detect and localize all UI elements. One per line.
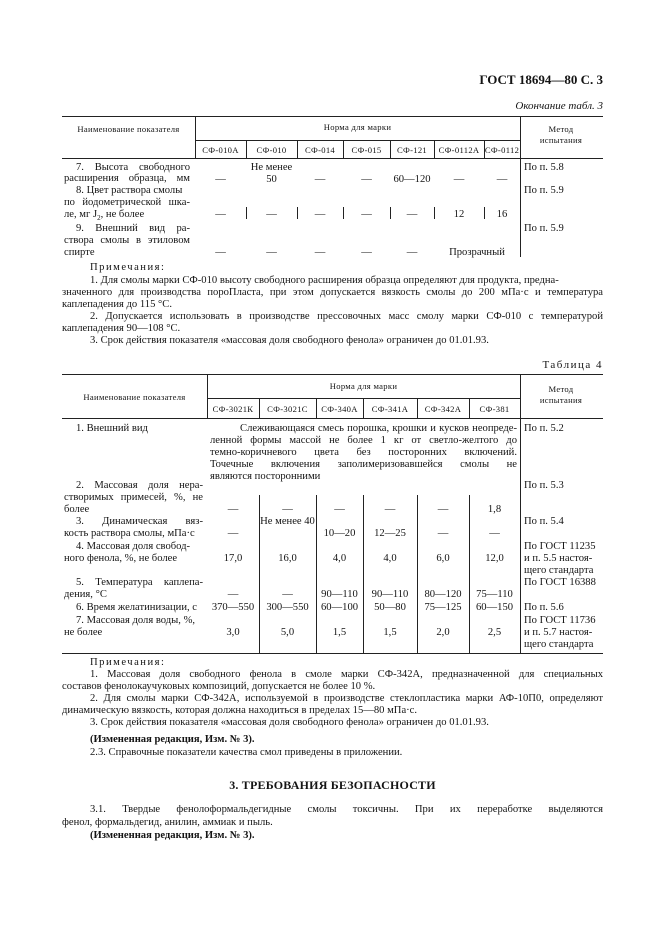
table-cell: 80—120	[424, 589, 462, 600]
table-row-name: 4. Массовая доля свобод-	[76, 541, 191, 552]
table-cell: —	[406, 247, 418, 258]
table-cell: —	[361, 174, 372, 185]
table-row-name: створимых примесей, %, не	[64, 492, 203, 503]
table-cell: 60—120	[393, 174, 431, 185]
table-cell: Не менее 50	[250, 162, 293, 185]
table-cell: —	[215, 247, 226, 258]
table-cell: 1,8	[487, 504, 502, 515]
table-cell: —	[314, 209, 326, 220]
table-cell-method: По ГОСТ 11736	[524, 615, 596, 626]
section-paragraph: 3.1. Твердые фенолоформальдегидные смолы токсичны. При их переработке выделяются	[90, 804, 603, 815]
edition-note: (Измененная редакция, Изм. № 3).	[90, 734, 255, 745]
table-cell: —	[489, 528, 500, 539]
note-line: каплепадения 90—108 °С.	[62, 323, 181, 334]
table3-col-name-header: Наименование показателя	[77, 124, 180, 134]
table-row-name: расширения образца, мм	[64, 173, 190, 184]
page-header: ГОСТ 18694—80 С. 3	[479, 72, 603, 87]
table-cell: 16	[496, 209, 508, 220]
table-row-name: 1. Внешний вид	[76, 423, 148, 434]
table-cell-method: щего стандарта	[524, 565, 594, 576]
table3-brand: СФ-0112А	[438, 145, 480, 155]
table-cell: 370—550	[211, 602, 255, 613]
note-line: 1. Для смолы марки СФ-010 высоту свободного расширения образца определяют для продукта, предна-	[90, 275, 559, 286]
table-cell: 60—150	[475, 602, 514, 613]
table-cell: 1,5	[332, 627, 347, 638]
table-cell: 3,0	[226, 627, 240, 638]
table-cell-method: По п. 5.2	[524, 423, 564, 434]
table-cell: —	[215, 209, 226, 220]
table-cell: —	[384, 504, 396, 515]
table-cell: Прозрачный	[449, 247, 505, 258]
table-cell: —	[361, 209, 372, 220]
table-cell: 90—110	[321, 589, 358, 600]
table-cell-method: По п. 5.6	[524, 602, 564, 613]
table-cell: —	[266, 209, 277, 220]
table-cell: —	[453, 174, 465, 185]
note-line: составов фенолокаучуковых композиций, допускается не более 10 %.	[62, 681, 376, 692]
table-span-text: темно-коричневого цвета без посторонних включений.	[210, 447, 517, 458]
table-span-text: Точечные включения заполимеризовавшейся смолы не	[210, 459, 517, 470]
table4-brand: СФ-3021К	[212, 404, 254, 414]
table-row-name: створа смолы в этиловом	[64, 235, 190, 246]
table-cell: 16,0	[278, 553, 297, 564]
table-cell: 17,0	[223, 553, 243, 564]
table-row-name: 2. Массовая доля нера-	[76, 480, 203, 491]
table4-notes-title: Примечания:	[90, 657, 166, 668]
table-cell: 12—25	[374, 528, 406, 539]
table-cell: —	[282, 504, 293, 515]
table-cell-method: По п. 5.3	[524, 480, 564, 491]
table3-notes-title: Примечания:	[90, 262, 166, 273]
table-cell: 4,0	[332, 553, 347, 564]
table-row-name: ле, мг $J_2$, не более	[64, 209, 145, 223]
table-span-text: являются посторонними	[210, 471, 321, 482]
table-row-name: 7. Массовая доля воды, %,	[76, 615, 196, 626]
table-cell: 60—100	[320, 602, 359, 613]
table-row-name: спирте	[64, 247, 95, 258]
table3-col-group-header: Норма для марки	[323, 122, 392, 132]
table4-brand: СФ-341А	[371, 404, 409, 414]
table-cell: 75—110	[476, 589, 513, 600]
table3-brand: СФ-015	[351, 145, 382, 155]
table-cell: —	[496, 174, 508, 185]
table-row-name: 8. Цвет раствора смолы	[76, 185, 183, 196]
table-row-name: не более	[64, 627, 103, 638]
table4-brand: СФ-381	[479, 404, 510, 414]
table-cell-method: По ГОСТ 16388	[524, 577, 596, 588]
table4-col-group-header: Норма для марки	[329, 381, 398, 391]
table-cell: 50—80	[374, 602, 406, 613]
table-cell-method: По п. 5.9	[524, 223, 564, 234]
table-row-name: кость раствора смолы, мПа·с	[64, 528, 195, 539]
table-row-name: дения, °С	[64, 589, 107, 600]
table-cell-method: и п. 5.5 настоя-	[524, 553, 593, 564]
table-cell: —	[227, 504, 239, 515]
table-cell: 5,0	[280, 627, 295, 638]
note-line: значенного для производства пороПласта, при этом допускается вязкость смолы до 200 мПа·с и температура	[62, 287, 603, 298]
table-cell-method: По п. 5.4	[524, 516, 564, 527]
table4-caption: Таблица 4	[542, 359, 603, 371]
table-cell: —	[227, 528, 239, 539]
table-row-name: 6. Время желатинизации, с	[76, 602, 198, 613]
table-span-text: Слеживающаяся смесь порошка, крошки и кусков неопреде-	[240, 423, 517, 434]
table-cell: 75—125	[424, 602, 462, 613]
table-row-name: 7. Высота свободного	[76, 162, 190, 173]
table-cell: 6,0	[436, 553, 450, 564]
table4-brand: СФ-342А	[424, 404, 462, 414]
table4-brand: СФ-3021С	[267, 404, 308, 414]
note-line: 2. Допускается использовать в производстве прессовочных масс смолу марки СФ-010 с температурой	[90, 311, 603, 322]
table-cell: 4,0	[383, 553, 397, 564]
table4-col-method-header: Метод испытания	[539, 384, 583, 405]
table3-brand: СФ-014	[304, 145, 336, 155]
table3-brand: СФ-010	[256, 145, 287, 155]
table-row-name: 9. Внешний вид ра-	[76, 223, 190, 234]
table-cell-method: По п. 5.9	[524, 185, 564, 196]
table-cell-method: По п. 5.8	[524, 162, 564, 173]
table4-col-name-header: Наименование показателя	[83, 392, 186, 402]
table3-brand: СФ-010А	[202, 145, 239, 155]
section-paragraph: фенол, формальдегид, анилин, аммиак и пыль.	[62, 817, 273, 828]
note-line: 1. Массовая доля свободного фенола в смоле марки СФ-342А, предназначенной для специальных	[90, 669, 603, 680]
table4-brand: СФ-340А	[321, 404, 358, 414]
table-cell-method: и п. 5.7 настоя-	[524, 627, 593, 638]
note-line: 3. Срок действия показателя «массовая доля свободного фенола» ограничен до 01.01.93.	[90, 335, 489, 346]
table-row-name: ного фенола, %, не более	[64, 553, 178, 564]
table-cell: 2,5	[487, 627, 502, 638]
table-cell: —	[314, 174, 326, 185]
paragraph-2-3: 2.3. Справочные показатели качества смол приведены в приложении.	[90, 747, 403, 758]
table3-brand: СФ-121	[396, 145, 428, 155]
table-cell: —	[334, 504, 345, 515]
note-line: 2. Для смолы марки СФ-342А, используемой в производстве стеклопластика марки АФ-10П0, определяют	[90, 693, 603, 704]
table-cell: 2,0	[436, 627, 450, 638]
table-row-name: 3. Динамическая вяз-	[76, 516, 203, 527]
table-cell-method: щего стандарта	[524, 639, 594, 650]
table3-caption: Окончание табл. 3	[515, 100, 603, 112]
table-cell: 90—110	[371, 589, 409, 600]
note-line: каплепадения до 115 °С.	[62, 299, 172, 310]
table-span-text: ленной формы массой не более 1 кг от светло-желтого до	[210, 435, 517, 446]
table-cell: Не менее 40	[260, 516, 315, 527]
table-cell: —	[406, 209, 418, 220]
table-cell: 10—20	[323, 528, 356, 539]
table-cell: —	[314, 247, 326, 258]
table3-brand: СФ-0112	[484, 145, 520, 155]
table-cell-method: По ГОСТ 11235	[524, 541, 596, 552]
table-cell: —	[437, 528, 449, 539]
table-row-name: по йодометрической шка-	[64, 197, 190, 208]
table-row-name: 5. Температура каплепа-	[76, 577, 203, 588]
table-cell: —	[227, 589, 239, 600]
table-cell: 12	[453, 209, 465, 220]
section-title: 3. ТРЕБОВАНИЯ БЕЗОПАСНОСТИ	[229, 778, 436, 792]
note-line: 3. Срок действия показателя «массовая доля свободного фенола» ограничен до 01.01.93.	[90, 717, 489, 728]
table-cell: —	[282, 589, 293, 600]
table-cell: 1,5	[383, 627, 397, 638]
table-cell: —	[361, 247, 372, 258]
table-cell: —	[437, 504, 449, 515]
table-cell: 300—550	[266, 602, 309, 613]
note-line: динамическую вязкость, которая должна находиться в пределах 15—80 мПа·с.	[62, 705, 418, 716]
table3-col-method-header: Метод испытания	[539, 124, 583, 145]
table-cell: —	[266, 247, 277, 258]
table-row-name: более	[64, 504, 90, 515]
table-cell: —	[215, 174, 226, 185]
table-cell: 12,0	[485, 553, 504, 564]
edition-note: (Измененная редакция, Изм. № 3).	[90, 830, 255, 841]
